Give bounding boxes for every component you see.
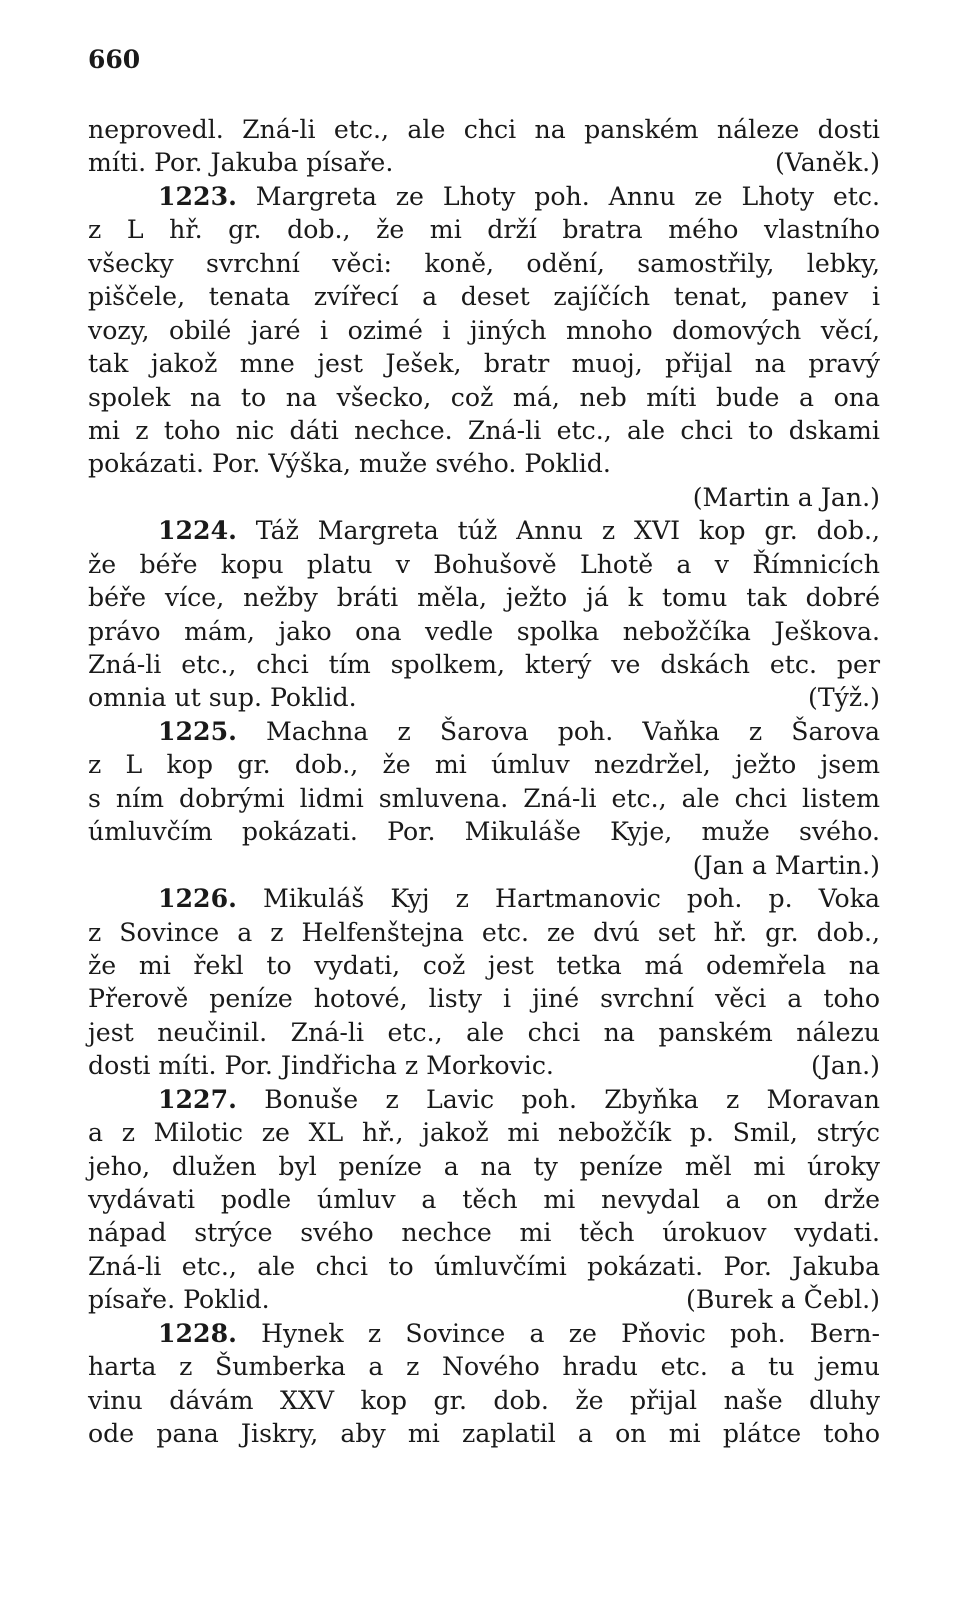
entry-number: 1226. [158,883,237,914]
entry-number: 1225. [158,715,237,746]
text-line: jeho, dlužen byl peníze a na ty peníze měl mi úroky [88,1151,880,1181]
text-line: z L hř. gr. dob., že mi drží bratra mého vlastního [88,215,880,245]
text-line: a z Milotic ze XL hř., jakož mi nebožčík p. Smil, strýc [88,1118,880,1148]
text-line: béře více, nežby bráti měla, ježto já k tomu tak dobré [88,583,880,613]
signature-names: (Jan.) [811,1051,880,1081]
text-line: pokázati. Por. Výška, muže svého. Poklid. [88,449,611,479]
text-line: jest neučinil. Zná-li etc., ale chci na panském nálezu [88,1017,880,1047]
entry-text: Mikuláš Kyj z Hartmanovic poh. p. Voka [262,884,880,914]
entry-heading-line [88,715,880,748]
text-line: ode pana Jiskry, aby mi zaplatil a on mi plátce toho [88,1419,880,1449]
text-line [88,681,880,714]
entry-number: 1228. [158,1317,237,1348]
text-line: vydávati podle úmluv a těch mi nevydal a on drže [88,1185,880,1214]
entry-number: 1224. [158,515,237,546]
signature-names: (Vaněk.) [775,148,880,178]
text-line: nápad strýce svého nechce mi těch úrokuov vydati. [88,1218,880,1248]
text-line: z L kop gr. dob., že mi úmluv nezdržel, ježto jsem [88,750,880,780]
text-line: harta z Šumberka a z Nového hradu etc. a tu jemu [88,1352,880,1382]
text-line: úmluvčím pokázati. Por. Mikuláše Kyje, muže svého. [88,817,880,847]
text-line [88,146,880,179]
text-line: mi z toho nic dáti nechce. Zná-li etc., ale chci to dskami [88,415,880,445]
text-line: že béře kopu platu v Bohušově Lhotě a v Římnicích [88,549,880,579]
body-text [88,113,880,1451]
text-line-left: dosti míti. Por. Jindřicha z Morkovic. [88,1051,554,1081]
text-line [88,1283,880,1316]
signature-names: (Týž.) [808,683,880,713]
text-line-left: písaře. Poklid. [88,1285,270,1315]
entry-text: Machna z Šarova poh. Vaňka z Šarova [266,716,880,746]
signature-names: (Jan a Martin.) [692,850,880,880]
entry-number: 1223. [158,180,237,211]
text-line-left: omnia ut sup. Poklid. [88,683,357,713]
entry-heading-line [88,514,880,547]
text-line: právo mám, jako ona vedle spolka nebožčíka Ješkova. [88,616,880,646]
signature-names: (Martin a Jan.) [692,482,880,512]
entry-text: Hynek z Sovince a ze Pňovic poh. Bern- [261,1318,880,1348]
page-number: 660 [88,45,141,74]
text-line: spolek na to na všecko, což má, neb míti bude a ona [88,382,880,412]
text-line: piščele, tenata zvířecí a deset zajíčích tenat, panev i [88,282,880,312]
text-line: že mi řekl to vydati, což jest tetka má odemřela na [88,950,880,980]
text-line-left: míti. Por. Jakuba písaře. [88,148,394,178]
entry-text: Táž Margreta túž Annu z XVI kop gr. dob., [255,516,881,546]
entry-text: Bonuše z Lavic poh. Zbyňka z Moravan [264,1084,880,1114]
text-line: vozy, obilé jaré i ozimé i jiných mnoho domových věcí, [88,315,880,345]
signature-names: (Burek a Čebl.) [686,1285,880,1315]
entry-heading-line [88,882,880,915]
entry-heading-line [88,1083,880,1116]
entry-heading-line [88,1317,880,1350]
text-line: neprovedl. Zná-li etc., ale chci na panském náleze dosti [88,115,880,144]
text-line: z Sovince a z Helfenštejna etc. ze dvú set hř. gr. dob., [88,917,880,947]
entry-text: Margreta ze Lhoty poh. Annu ze Lhoty etc. [255,181,881,211]
text-line: Zná-li etc., chci tím spolkem, který ve dskách etc. per [88,650,880,679]
text-line [88,1049,880,1082]
text-line: vinu dávám XXV kop gr. dob. že přijal naše dluhy [88,1385,880,1415]
text-line: Přerově peníze hotové, listy i jiné svrchní věci a toho [88,984,880,1014]
text-line: všecky svrchní věci: koně, odění, samostřily, lebky, [88,248,880,278]
entry-number: 1227. [158,1083,237,1114]
entry-heading-line [88,180,880,213]
text-line: s ním dobrými lidmi smluvena. Zná-li etc., ale chci listem [88,783,880,813]
text-line: Zná-li etc., ale chci to úmluvčími pokázati. Por. Jakuba [88,1251,880,1281]
text-line: tak jakož mne jest Ješek, bratr muoj, přijal na pravý [88,349,880,379]
